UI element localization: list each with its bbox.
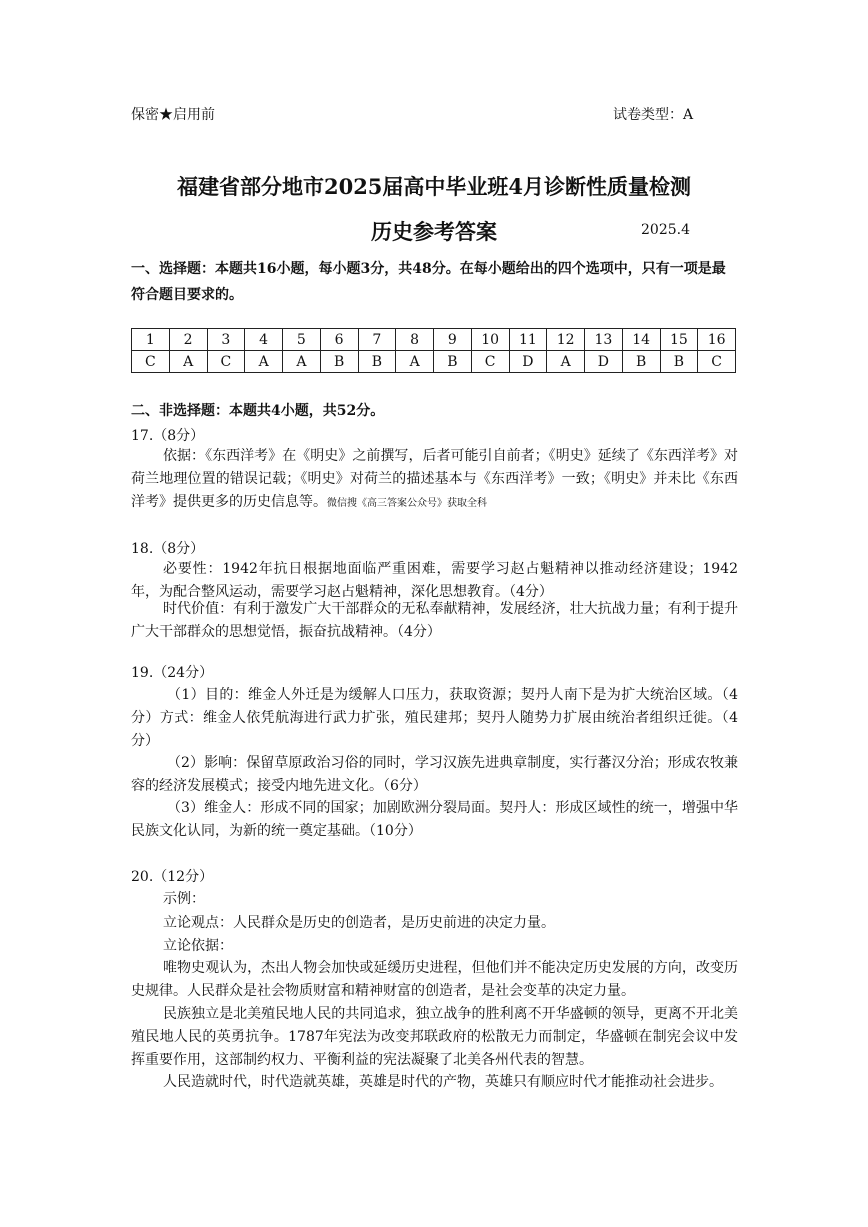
question-number: 10 <box>471 329 509 351</box>
question-number: 15 <box>660 329 698 351</box>
question-number: 8 <box>396 329 434 351</box>
answer-table-answer-row <box>132 351 736 373</box>
question-19-part-2: （2）影响：保留草原政治习俗的同时，学习汉族先进典章制度，实行蕃汉分治；形成农牧兼容的经济发展模式；接受内地先进文化。（6分） <box>131 755 738 794</box>
answer-letter: A <box>245 351 283 373</box>
answer-letter: C <box>698 351 736 373</box>
question-18-necessity: 必要性：1942年抗日根据地面临严重困难，需要学习赵占魁精神以推动经济建设；1942年，为配合整风运动，需要学习赵占魁精神，深化思想教育。（4分） <box>131 561 738 600</box>
question-number: 6 <box>320 329 358 351</box>
question-number: 14 <box>622 329 660 351</box>
question-18-heading: 18.（8分） <box>131 541 205 557</box>
answer-table-number-row <box>132 329 736 351</box>
section-nonchoice-heading: 二、非选择题：本题共4小题，共52分。 <box>131 403 385 419</box>
question-number: 11 <box>509 329 547 351</box>
question-17-body: 依据：《东西洋考》在《明史》之前撰写，后者可能引自前者；《明史》延续了《东西洋考》对荷兰地理位置的错误记载；《明史》对荷兰的描述基本与《东西洋考》一致；《明史》并未比《东西洋考》提供更多的历史信息等。 <box>131 448 738 510</box>
answer-letter: A <box>283 351 321 373</box>
question-20-example-label: 示例： <box>163 891 205 907</box>
question-number: 1 <box>132 329 170 351</box>
answer-letter: B <box>622 351 660 373</box>
answer-letter: A <box>169 351 207 373</box>
question-20-paragraph-3: 人民造就时代，时代造就英雄，英雄是时代的产物，英雄只有顺应时代才能推动社会进步。 <box>163 1074 723 1090</box>
question-20-paragraph-2: 民族独立是北美殖民地人民的共同追求，独立战争的胜利离不开华盛顿的领导，更离不开北美殖民地人民的英勇抗争。1787年宪法为改变邦联政府的松散无力而制定，华盛顿在制宪会议中发挥重要作用，这部制约权力、平衡利益的宪法凝聚了北美各州代表的智慧。 <box>131 1006 738 1068</box>
document-subtitle: 历史参考答案 <box>371 219 497 244</box>
question-20-viewpoint: 立论观点：人民群众是历史的创造者，是历史前进的决定力量。 <box>163 915 555 931</box>
question-20-heading: 20.（12分） <box>131 869 214 885</box>
answer-letter: A <box>547 351 585 373</box>
answer-table <box>131 328 736 373</box>
answer-letter: C <box>471 351 509 373</box>
question-17-heading: 17.（8分） <box>131 428 205 444</box>
promo-note: 微信搜《高三答案公众号》获取全科 <box>327 498 487 509</box>
question-18-value: 时代价值：有利于激发广大干部群众的无私奉献精神，发展经济，壮大抗战力量；有利于提升广大干部群众的思想觉悟，振奋抗战精神。（4分） <box>131 601 738 640</box>
answer-letter: D <box>509 351 547 373</box>
question-number: 3 <box>207 329 245 351</box>
confidential-label: 保密★启用前 <box>131 107 215 123</box>
section-choice-heading: 一、选择题：本题共16小题，每小题3分，共48分。在每小题给出的四个选项中，只有一项是最符合题目要求的。 <box>131 261 726 303</box>
question-number: 13 <box>585 329 623 351</box>
answer-letter: B <box>358 351 396 373</box>
answer-letter: A <box>396 351 434 373</box>
answer-letter: C <box>132 351 170 373</box>
question-number: 7 <box>358 329 396 351</box>
answer-letter: B <box>320 351 358 373</box>
question-number: 4 <box>245 329 283 351</box>
question-number: 2 <box>169 329 207 351</box>
question-19-part-1: （1）目的：维金人外迁是为缓解人口压力，获取资源；契丹人南下是为扩大统治区域。（4分）方式：维金人依凭航海进行武力扩张，殖民建邦；契丹人随势力扩展由统治者组织迁徙。（4分） <box>131 687 738 749</box>
question-19-part-3: （3）维金人：形成不同的国家；加剧欧洲分裂局面。契丹人：形成区域性的统一，增强中华民族文化认同，为新的统一奠定基础。（10分） <box>131 800 738 839</box>
document-date: 2025.4 <box>641 222 690 238</box>
question-20-paragraph-1: 唯物史观认为，杰出人物会加快或延缓历史进程，但他们并不能决定历史发展的方向，改变历史规律。人民群众是社会物质财富和精神财富的创造者，是社会变革的决定力量。 <box>131 960 738 999</box>
question-number: 12 <box>547 329 585 351</box>
answer-letter: B <box>434 351 472 373</box>
document-title: 福建省部分地市2025届高中毕业班4月诊断性质量检测 <box>176 174 692 199</box>
question-19-heading: 19.（24分） <box>131 665 214 681</box>
question-number: 9 <box>434 329 472 351</box>
answer-letter: D <box>585 351 623 373</box>
question-number: 16 <box>698 329 736 351</box>
question-20-basis-label: 立论依据： <box>163 938 233 954</box>
answer-letter: C <box>207 351 245 373</box>
question-17-answer <box>131 445 738 515</box>
paper-type-label: 试卷类型：A <box>613 107 694 123</box>
question-number: 5 <box>283 329 321 351</box>
answer-letter: B <box>660 351 698 373</box>
